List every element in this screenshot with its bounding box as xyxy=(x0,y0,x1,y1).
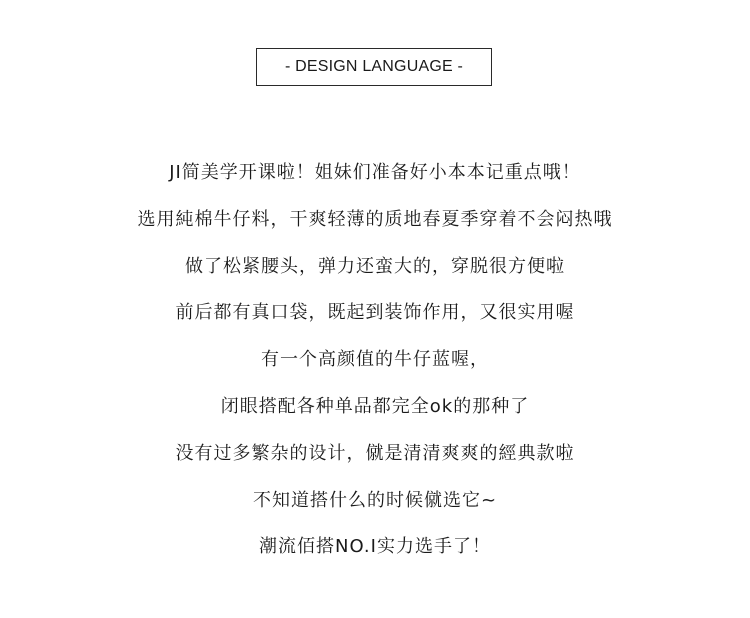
description-line: JI简美学开课啦！姐妹们准备好小本本记重点哦！ xyxy=(169,162,581,183)
description-line: 选用純棉牛仔料，干爽轻薄的质地春夏季穿着不会闷热哦 xyxy=(137,208,613,230)
section-title-box xyxy=(256,48,492,86)
description-line: 前后都有真口袋，既起到装饰作用，又很实用喔 xyxy=(175,302,575,324)
description-line: 潮流佰搭NO.I实力选手了！ xyxy=(259,536,491,558)
description-line: 做了松紧腰头，弹力还蛮大的，穿脱很方便啦 xyxy=(185,255,565,277)
section-title: - DESIGN LANGUAGE - xyxy=(284,58,464,75)
description-line: 闭眼搭配各种单品都完全ok的那种了 xyxy=(220,395,530,417)
description-line: 有一个高颜值的牛仔蓝喔， xyxy=(261,349,489,371)
description-text-block xyxy=(0,150,750,571)
description-line: 不知道搭什么的时候僦选它~ xyxy=(252,489,498,511)
description-line: 没有过多繁杂的设计，僦是清清爽爽的經典款啦 xyxy=(175,442,575,464)
